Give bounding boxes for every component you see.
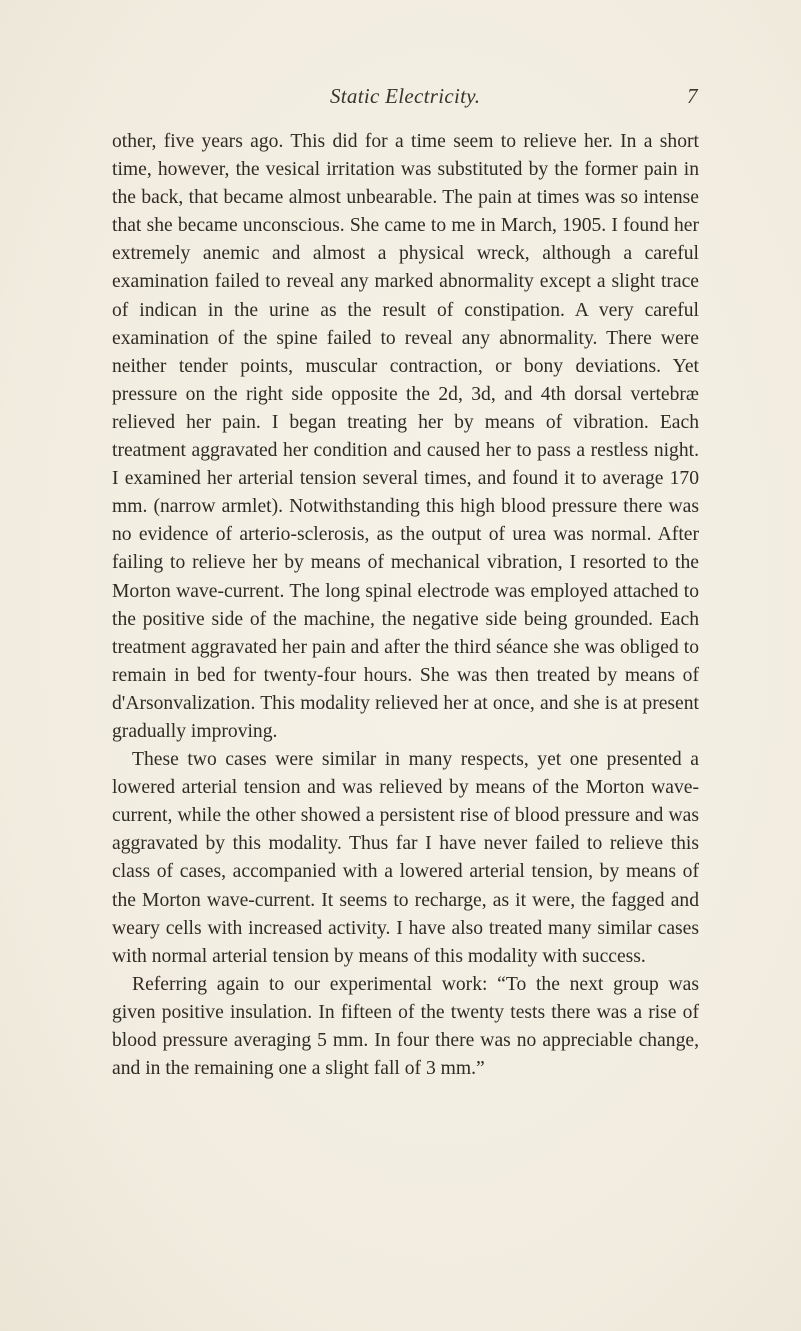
paragraph-3: Referring again to our experimental work: “To the next group was given positive insulation. In fifteen of the twenty tests there was a rise of blood pressure averaging 5 mm. In four there was no appreciable change, and in the remaining one a slight fall of 3 mm.” — [112, 973, 699, 1080]
running-title: Static Electricity. — [330, 84, 481, 108]
paragraph-2: These two cases were similar in many respects, yet one presented a lowered arterial tension and was relieved by means of the Morton wave-current, while the other showed a persistent rise of blood pressure and was aggravated by this modality. Thus far I have never failed to relieve this class of cases, accompanied with a lowered arterial tension, by means of the Morton wave-current. It seems to recharge, as it were, the fagged and weary cells with increased activity. I have also treated many similar cases with normal arterial tension by means of this modality with success. — [112, 749, 699, 967]
page-number: 7 — [687, 84, 698, 108]
body-text — [112, 128, 699, 1083]
paragraph-1: other, five years ago. This did for a time seem to relieve her. In a short time, however, the vesical irritation was substituted by the former pain in the back, that became almost unbearable. The pain at times was so intense that she became unconscious. She came to me in March, 1905. I found her extremely anemic and almost a physical wreck, although a careful examination failed to reveal any marked abnormality except a slight trace of indican in the urine as the result of constipation. A very careful examination of the spine failed to reveal any abnormality. There were neither tender points, muscular contraction, or bony deviations. Yet pressure on the right side opposite the 2d, 3d, and 4th dorsal vertebræ relieved her pain. I began treating her by means of vibration. Each treatment aggravated her condition and caused her to pass a restless night. I examined her arterial tension several times, and found it to average 170 mm. (narrow armlet). Notwithstanding this high blood pressure there was no evidence of arterio-sclerosis, as the output of urea was normal. After failing to relieve her by means of mechanical vibration, I resorted to the Morton wave-current. The long spinal electrode was employed attached to the positive side of the machine, the negative side being grounded. Each treatment aggravated her pain and after the third séance she was obliged to remain in bed for twenty-four hours. She was then treated by means of d'Arsonvalization. This modality relieved her at once, and she is at present gradually improving. — [112, 131, 699, 742]
